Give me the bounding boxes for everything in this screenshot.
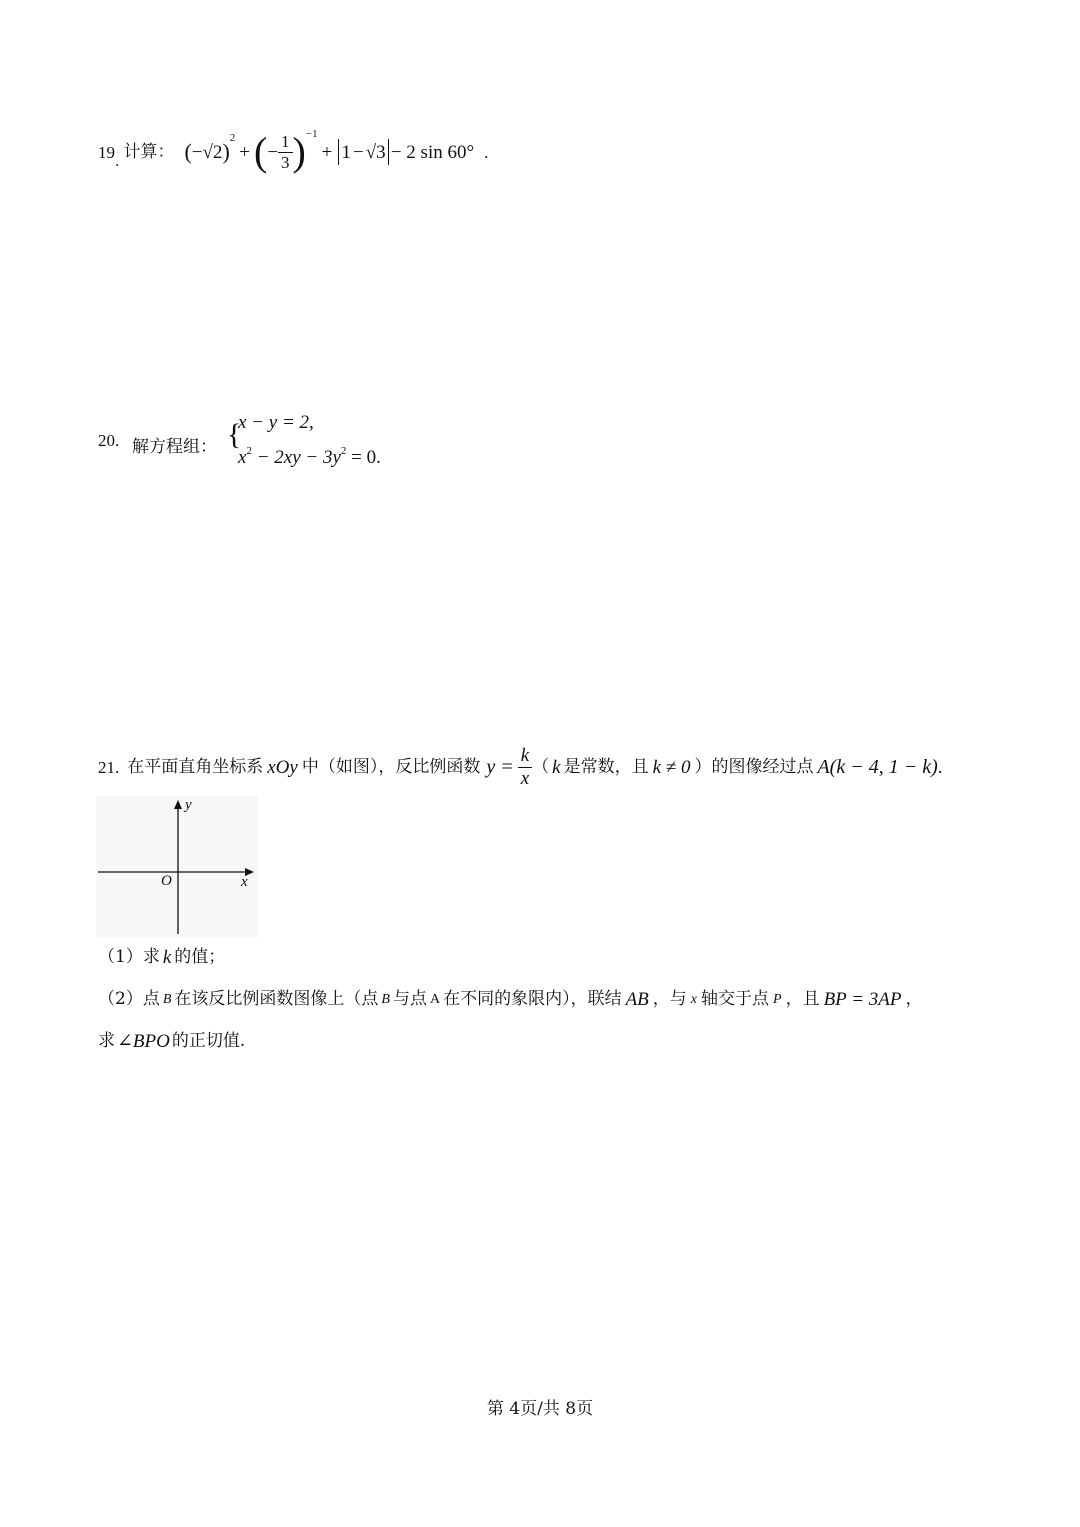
problem-19-number: 19 bbox=[98, 142, 115, 162]
part2-t6: ，且 bbox=[785, 989, 820, 1009]
problem-21-statement bbox=[98, 742, 943, 792]
page-footer: 第 4页/共 8页 bbox=[486, 1399, 594, 1419]
plus-sign-2: + bbox=[321, 141, 333, 163]
x-axis-label: x bbox=[241, 874, 248, 890]
part2-t7: ， bbox=[905, 989, 923, 1009]
problem-20-number: 20. bbox=[98, 431, 120, 450]
eq2-sup2: 2 bbox=[340, 445, 347, 457]
problem-21-text4: 是常数，且 bbox=[563, 756, 649, 777]
tail-expression: − 2 sin 60° bbox=[390, 141, 475, 163]
eq2-middle: − 2xy − 3y bbox=[251, 447, 341, 468]
part2-relation: BP = 3AP bbox=[823, 989, 902, 1010]
fraction-denominator: 3 bbox=[281, 152, 290, 172]
part2-label: （2）点 bbox=[98, 989, 160, 1009]
square-exponent: 2 bbox=[229, 131, 236, 144]
part2-t2: 与点 bbox=[392, 989, 427, 1009]
xoy-label: xOy bbox=[267, 756, 298, 778]
inverse-exponent: −1 bbox=[305, 127, 318, 140]
part2-angle: ∠BPO bbox=[117, 1031, 170, 1052]
y-axis-arrow-icon bbox=[174, 800, 182, 809]
problem-20 bbox=[98, 410, 598, 474]
part2-a1: A bbox=[429, 991, 441, 1007]
problem-21-text5: ）的图像经过点 bbox=[694, 756, 814, 777]
part2-line2-a: 求 bbox=[98, 1031, 115, 1051]
problem-21-part1 bbox=[98, 948, 225, 967]
problem-21-text3: （ bbox=[532, 756, 550, 777]
equation-1: x − y = 2, bbox=[238, 412, 314, 433]
part2-t4: ，与 bbox=[652, 989, 687, 1009]
part2-t1: 在该反比例函数图像上（点 bbox=[174, 989, 379, 1009]
part2-ab: AB bbox=[625, 989, 649, 1010]
k-var: k bbox=[552, 756, 561, 778]
abs-sqrt3: √3 bbox=[365, 141, 386, 163]
fraction-k-over-x bbox=[518, 745, 532, 790]
part2-t3: 在不同的象限内），联结 bbox=[443, 989, 622, 1009]
part2-line2-b: 的正切值. bbox=[171, 1031, 246, 1051]
abs-bar-right bbox=[388, 139, 389, 165]
y-equals: y = bbox=[486, 756, 514, 778]
point-a: A(k − 4, 1 − k) bbox=[817, 756, 938, 778]
eq2-end: = 0. bbox=[346, 447, 381, 468]
part2-t5: 轴交于点 bbox=[701, 989, 770, 1009]
problem-21-text1: 在平面直角坐标系 bbox=[127, 756, 264, 777]
y-axis-label: y bbox=[185, 797, 192, 813]
paren-right-2: ) bbox=[292, 129, 306, 174]
part2-p: P bbox=[773, 991, 782, 1007]
brace-icon: { bbox=[227, 418, 242, 451]
part1-label: （1）求 bbox=[98, 947, 160, 967]
part1-var: k bbox=[162, 947, 172, 968]
abs-bar-left bbox=[338, 139, 339, 165]
problem-20-prompt: 解方程组： bbox=[132, 437, 217, 457]
part1-rest: 的值； bbox=[174, 947, 226, 967]
part2-x: x bbox=[690, 991, 698, 1007]
minus-sqrt2: −√2 bbox=[191, 141, 223, 163]
problem-19 bbox=[98, 128, 488, 176]
coordinate-figure bbox=[96, 796, 258, 938]
paren-left-2: ( bbox=[253, 129, 268, 174]
k-not-zero: k ≠ 0 bbox=[652, 756, 691, 778]
eq2-x: x bbox=[238, 447, 247, 468]
part2-b1: B bbox=[162, 991, 172, 1007]
coordinate-axes-svg bbox=[96, 796, 258, 938]
paren-right: ) bbox=[222, 139, 230, 164]
fraction-one-third bbox=[278, 132, 293, 172]
fraction-k: k bbox=[518, 745, 532, 768]
problem-19-prompt: 计算： bbox=[123, 141, 175, 162]
problem-19-end: . bbox=[484, 142, 489, 162]
problem-21-text2: 中（如图），反比例函数 bbox=[301, 756, 481, 777]
problem-19-dot: . bbox=[115, 154, 120, 170]
abs-one: 1 bbox=[341, 141, 351, 163]
problem-21-end: . bbox=[937, 756, 943, 778]
plus-sign: + bbox=[239, 141, 250, 163]
problem-21-part2-line1 bbox=[98, 990, 922, 1009]
eq2-sup1: 2 bbox=[246, 445, 252, 457]
problem-21-number: 21. bbox=[98, 757, 120, 777]
paren-left: ( bbox=[184, 139, 192, 164]
equation-2 bbox=[238, 446, 381, 469]
problem-21-part2-line2 bbox=[98, 1032, 245, 1051]
minus-sign: − bbox=[267, 141, 279, 163]
part2-b2: B bbox=[381, 991, 390, 1007]
origin-label: O bbox=[161, 873, 172, 889]
minus-sign-2: − bbox=[352, 141, 364, 163]
fraction-numerator: 1 bbox=[278, 132, 293, 153]
fraction-x: x bbox=[520, 767, 530, 789]
